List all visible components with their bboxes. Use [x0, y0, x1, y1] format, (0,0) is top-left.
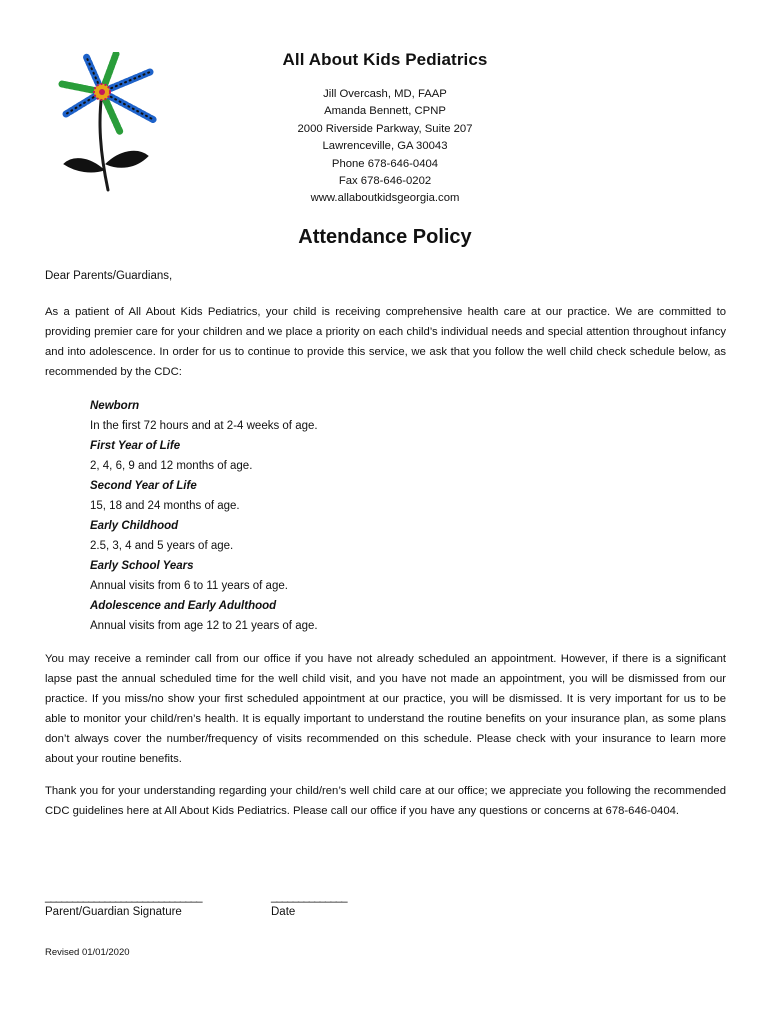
schedule-heading: Adolescence and Early Adulthood: [90, 600, 277, 612]
page-title: Attendance Policy: [298, 226, 472, 248]
org-name: All About Kids Pediatrics: [282, 50, 488, 69]
revised-date: Revised 01/01/2020: [45, 947, 130, 958]
fax-number: Fax 678-646-0202: [338, 175, 432, 188]
schedule-detail: In the first 72 hours and at 2-4 weeks of age.: [90, 420, 318, 432]
practitioner-name: Amanda Bennett, CPNP: [324, 105, 446, 118]
physician-name: Jill Overcash, MD, FAAP: [323, 88, 447, 100]
date-line[interactable]: ______________: [271, 891, 347, 903]
schedule-detail: Annual visits from age 12 to 21 years of age.: [90, 620, 318, 632]
street-address: 2000 Riverside Parkway, Suite 207: [297, 122, 473, 135]
address-block: [0, 86, 770, 208]
schedule-heading: Second Year of Life: [90, 480, 197, 492]
schedule-detail: 15, 18 and 24 months of age.: [90, 500, 240, 512]
city-state-zip: Lawrenceville, GA 30043: [322, 140, 448, 153]
signature-line[interactable]: _____________________________: [45, 891, 202, 903]
intro-paragraph: As a patient of All About Kids Pediatrics, your child is receiving comprehensive health care at our practice. We are committed to providing premier care for your children and we place a priority on each child’s individual needs and special attention throughout infancy and into adolescence. In order for us to continue to provide this service, we ask that you follow the well child check schedule below, as recommended by the CDC:: [45, 306, 726, 378]
checkup-schedule: [90, 396, 318, 636]
schedule-heading: First Year of Life: [90, 440, 181, 452]
schedule-heading: Early School Years: [90, 560, 194, 572]
schedule-detail: 2, 4, 6, 9 and 12 months of age.: [90, 460, 253, 472]
website-link[interactable]: www.allaboutkidsgeorgia.com: [310, 192, 460, 205]
signature-label: Parent/Guardian Signature: [45, 906, 182, 918]
schedule-heading: Newborn: [90, 400, 140, 412]
salutation: Dear Parents/Guardians,: [45, 270, 173, 282]
phone-number: Phone 678-646-0404: [331, 157, 439, 170]
date-label: Date: [271, 906, 296, 918]
schedule-detail: Annual visits from 6 to 11 years of age.: [90, 580, 288, 592]
schedule-heading: Early Childhood: [90, 520, 179, 532]
thank-you-paragraph: Thank you for your understanding regarding your child/ren’s well child care at our office; we appreciate you following the recommended CDC guidelines here at All About Kids Pediatrics. Please call our office if you have any questions or concerns at 678-646-0404.: [45, 785, 726, 817]
reminder-paragraph: You may receive a reminder call from our office if you have not already scheduled an appointment. However, if there is a significant lapse past the annual scheduled time for the well child visit, and you have not made an appointment, you will be dismissed from our practice. If you miss/no show your first scheduled appointment at our practice, you will be dismissed. It is very important for us to be able to monitor your child/ren’s health. It is equally important to understand the routine benefits on your insurance plan, as some plans don’t always cover the number/frequency of visits recommended on this schedule. Please check with your insurance to learn more about your routine benefits.: [45, 653, 726, 765]
schedule-detail: 2.5, 3, 4 and 5 years of age.: [90, 540, 234, 552]
